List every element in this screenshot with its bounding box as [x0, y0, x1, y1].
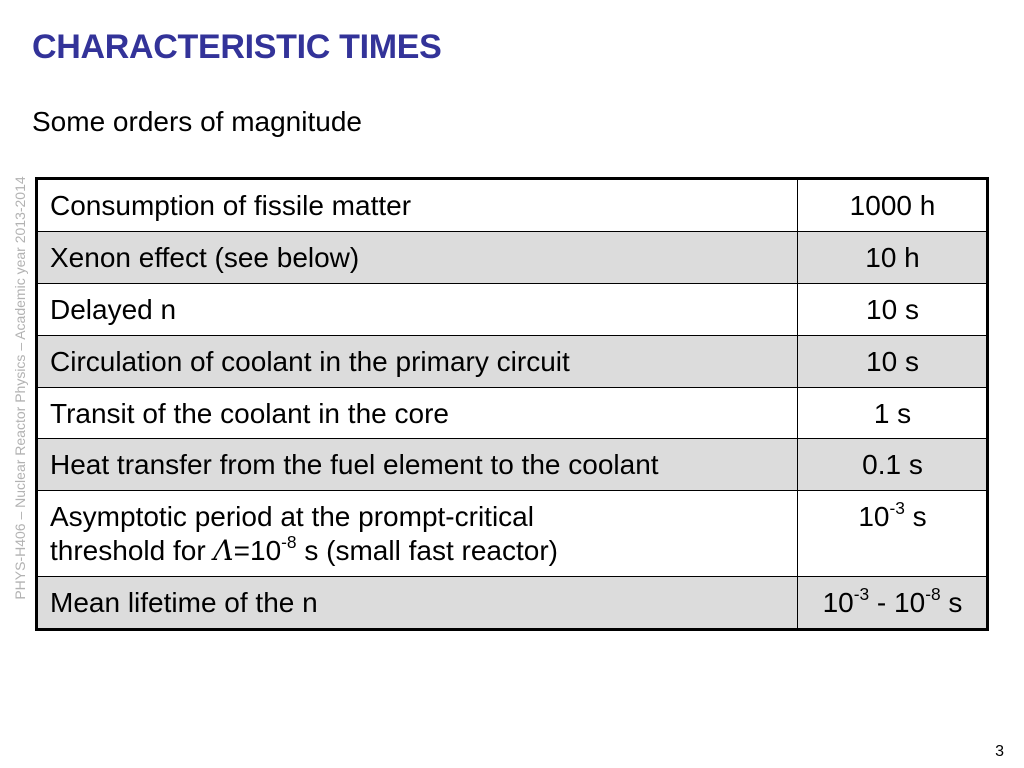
- characteristic-times-table: [35, 177, 989, 631]
- exponent: -3: [889, 498, 905, 519]
- lambda-symbol: Λ: [213, 534, 234, 568]
- table-row: [37, 439, 988, 491]
- value-base: 10: [894, 587, 926, 618]
- row-label: [37, 491, 798, 577]
- value-separator: -: [869, 587, 895, 618]
- row-value: [798, 491, 988, 577]
- table-row: [37, 387, 988, 439]
- slide-title: CHARACTERISTIC TIMES: [32, 28, 442, 66]
- row-label-line2-prefix: threshold for: [50, 535, 214, 567]
- page-number: 3: [995, 743, 1004, 760]
- row-label: Mean lifetime of the n: [37, 577, 798, 630]
- row-label: Xenon effect (see below): [37, 231, 798, 283]
- row-value: 0.1 s: [798, 439, 988, 491]
- row-label: Delayed n: [37, 283, 798, 335]
- value-unit: s: [904, 501, 927, 533]
- row-value: 10 s: [798, 283, 988, 335]
- table-row: [37, 577, 988, 630]
- value-base: 10: [822, 587, 854, 618]
- table-row: [37, 231, 988, 283]
- table-row: [37, 491, 988, 577]
- row-label: Heat transfer from the fuel element to the coolant: [37, 439, 798, 491]
- row-label: Consumption of fissile matter: [37, 179, 798, 232]
- table-row: [37, 283, 988, 335]
- row-value: [798, 577, 988, 630]
- exponent: -8: [281, 532, 297, 553]
- row-value: 1 s: [798, 387, 988, 439]
- table-row: [37, 335, 988, 387]
- exponent: -8: [925, 584, 941, 604]
- row-value: 10 h: [798, 231, 988, 283]
- row-label: Circulation of coolant in the primary circuit: [37, 335, 798, 387]
- exponent: -3: [853, 584, 870, 604]
- table-row: [37, 179, 988, 232]
- row-value: 1000 h: [798, 179, 988, 232]
- row-label-eq: =10: [233, 535, 282, 567]
- row-label-line1: Asymptotic period at the prompt-critical: [50, 501, 534, 533]
- slide-subtitle: Some orders of magnitude: [32, 106, 362, 137]
- value-unit: s: [940, 587, 963, 618]
- row-value: 10 s: [798, 335, 988, 387]
- row-label-suffix: s (small fast reactor): [296, 535, 558, 567]
- row-label: Transit of the coolant in the core: [37, 387, 798, 439]
- value-base: 10: [858, 501, 890, 533]
- course-side-label: PHYS-H406 – Nuclear Reactor Physics – Academic year 2013-2014: [12, 176, 28, 600]
